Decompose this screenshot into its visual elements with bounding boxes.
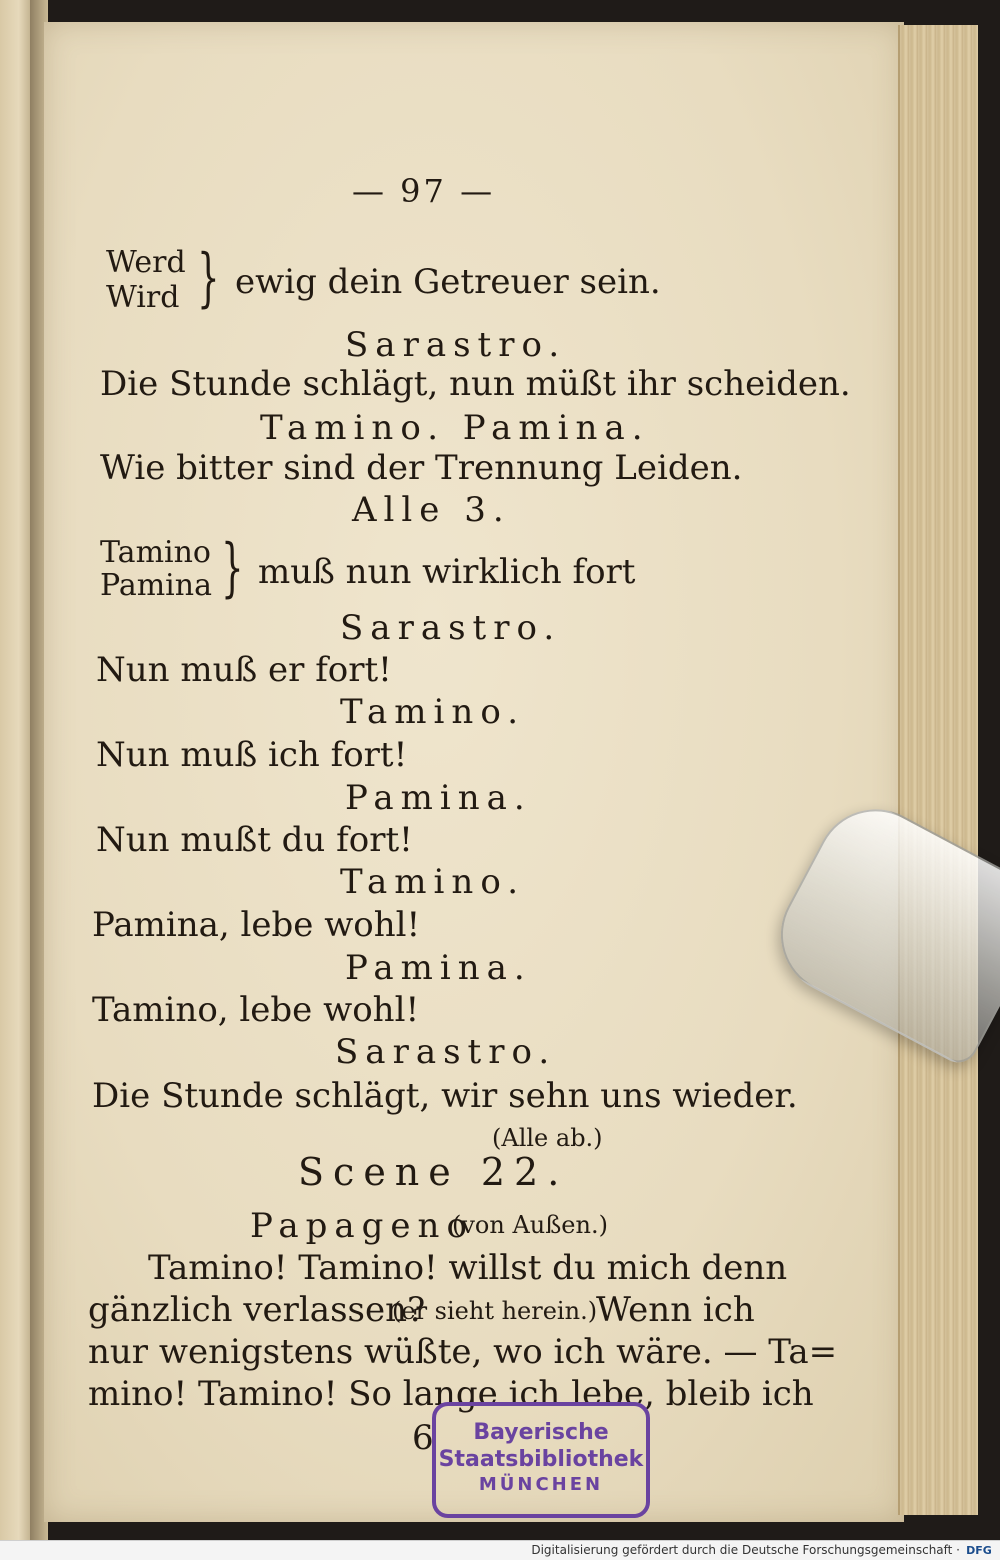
previous-page-edge — [0, 0, 34, 1540]
speaker-tamino-1: Tamino. — [340, 692, 525, 732]
edge-shadow — [978, 20, 1000, 1520]
word-werd: Werd — [106, 245, 186, 280]
speaker-papageno: Papageno — [250, 1206, 474, 1246]
stage-direction-alle-ab: (Alle ab.) — [492, 1124, 603, 1152]
speaker-sarastro-1: Sarastro. — [345, 325, 567, 365]
verse-bitter: Wie bitter sind der Trennung Leiden. — [100, 448, 743, 488]
stamp-line-2: Staatsbibliothek — [438, 1447, 644, 1472]
verse-nun-du: Nun mußt du fort! — [96, 820, 413, 860]
brace-1: } — [197, 241, 220, 315]
stage-direction-von-aussen: (von Außen.) — [452, 1211, 608, 1239]
prose-line-4: mino! Tamino! So lange ich lebe, bleib ich — [88, 1374, 814, 1414]
speaker-pamina-1: Pamina. — [345, 778, 532, 818]
signature-mark: 6 — [412, 1418, 434, 1458]
verse-getreuer: ewig dein Getreuer sein. — [235, 262, 661, 302]
footer-bar — [0, 1540, 1000, 1560]
brace-2: } — [221, 531, 244, 605]
verse-stunde-1: Die Stunde schlägt, nun müßt ihr scheiden. — [100, 364, 851, 404]
speaker-tamino-pamina: Tamino. Pamina. — [260, 408, 650, 448]
speaker-alle-3: Alle 3. — [352, 490, 511, 530]
verse-muss-fort: muß nun wirklich fort — [258, 552, 636, 592]
speaker-pamina-2: Pamina. — [345, 948, 532, 988]
verse-tamino-lebe: Tamino, lebe wohl! — [92, 990, 420, 1030]
verse-pamina-lebe: Pamina, lebe wohl! — [92, 905, 421, 945]
prose-line-2b: (er sieht herein.) — [392, 1297, 598, 1325]
verse-nun-ich: Nun muß ich fort! — [96, 735, 408, 775]
speaker-tamino-2: Tamino. — [340, 862, 525, 902]
footer-credit: Digitalisierung gefördert durch die Deutsche Forschungsgemeinschaft · — [531, 1543, 960, 1557]
verse-stunde-2: Die Stunde schlägt, wir sehn uns wieder. — [92, 1076, 798, 1116]
library-stamp — [432, 1402, 650, 1518]
prose-line-3: nur wenigstens wüßte, wo ich wäre. — Ta= — [88, 1332, 838, 1372]
page-number: — 97 — — [352, 172, 496, 210]
stamp-line-1: Bayerische — [473, 1420, 609, 1445]
verse-nun-er: Nun muß er fort! — [96, 650, 392, 690]
word-wird: Wird — [106, 280, 180, 315]
speaker-sarastro-3: Sarastro. — [335, 1032, 557, 1072]
scene-title: Scene 22. — [298, 1150, 569, 1194]
name-tamino-brace: Tamino — [100, 535, 211, 570]
dfg-logo-icon: DFG — [966, 1544, 992, 1557]
page-edges — [898, 25, 982, 1515]
prose-line-2c: Wenn ich — [596, 1290, 755, 1330]
speaker-sarastro-2: Sarastro. — [340, 608, 562, 648]
prose-line-2a: gänzlich verlassen? — [88, 1290, 426, 1330]
prose-line-1: Tamino! Tamino! willst du mich denn — [148, 1248, 788, 1288]
name-pamina-brace: Pamina — [100, 568, 212, 603]
stamp-line-3: MÜNCHEN — [478, 1474, 604, 1495]
